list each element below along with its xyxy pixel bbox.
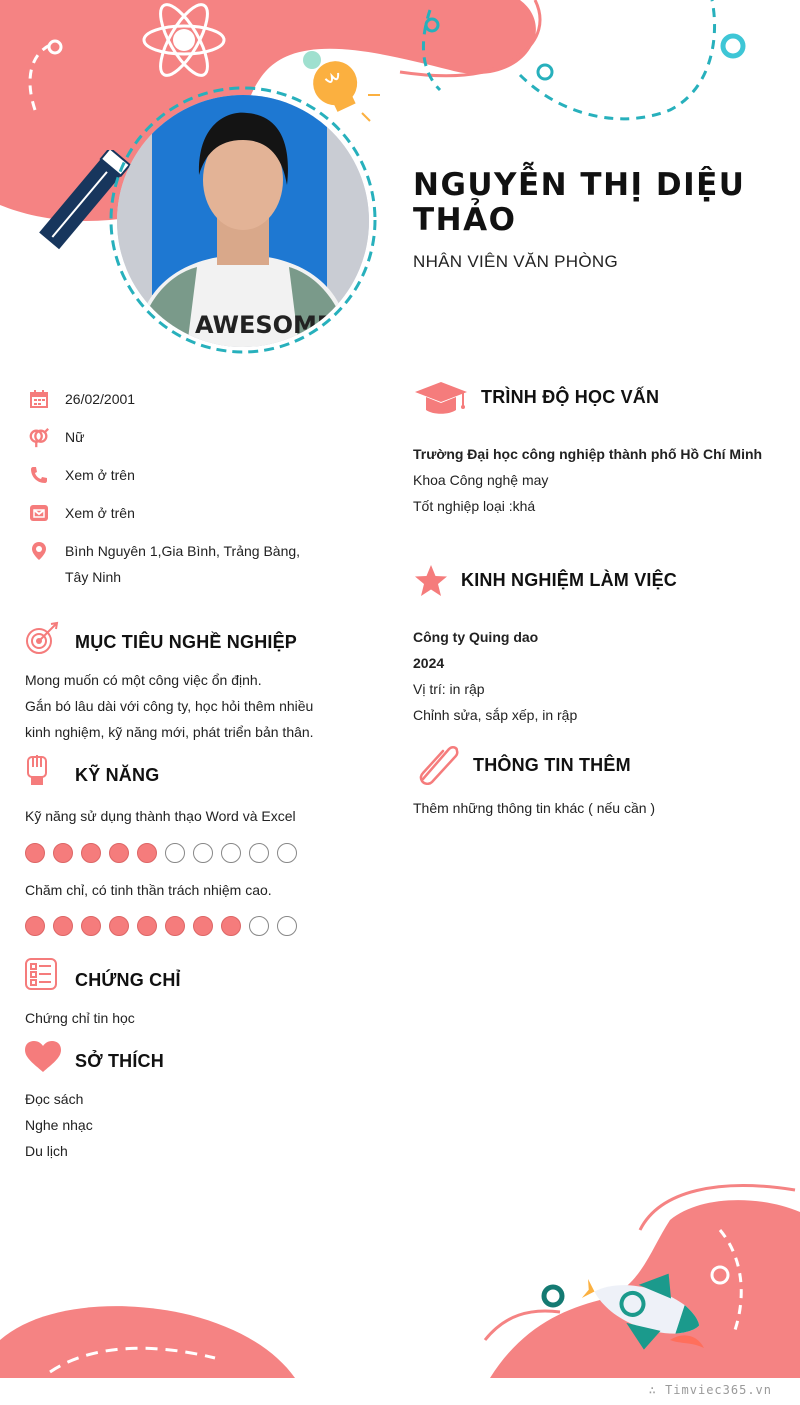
target-icon	[24, 621, 60, 657]
contact-birthday	[28, 389, 135, 412]
objective-line: Gắn bó lâu dài với công ty, học hỏi thêm nhiều kinh nghiệm, kỹ năng mới, phát triển bản thân.	[25, 698, 314, 740]
address-text: Bình Nguyên 1,Gia Bình, Trảng Bàng, Tây Ninh	[65, 543, 301, 585]
experience-title: KINH NGHIỆM LÀM VIỆC	[461, 570, 678, 590]
contact-phone	[28, 465, 135, 488]
svg-text:AWESOME: AWESOME	[195, 311, 334, 339]
calendar-icon	[28, 389, 50, 411]
avatar	[117, 95, 369, 347]
skill-dot	[81, 843, 101, 863]
skill-dot	[137, 843, 157, 863]
email-icon	[28, 503, 50, 525]
paperclip-icon	[415, 743, 461, 785]
skill-dot	[53, 843, 73, 863]
graduation-cap-icon	[413, 378, 469, 416]
skill-dot	[25, 843, 45, 863]
skill-dot	[53, 916, 73, 936]
job-title: NHÂN VIÊN VĂN PHÒNG	[413, 252, 619, 271]
email-text: Xem ở trên	[65, 505, 135, 521]
grade: Tốt nghiệp loại :khá	[413, 498, 536, 514]
heart-icon	[24, 1040, 62, 1074]
candidate-name: NGUYỄN THỊ DIỆU THẢO	[413, 167, 746, 238]
watermark: ∴ Timviec365.vn	[648, 1383, 772, 1397]
objective-text	[25, 667, 335, 745]
fist-icon	[25, 753, 49, 787]
skill-dot	[277, 843, 297, 863]
skill-dot	[109, 843, 129, 863]
contact-email	[28, 503, 135, 526]
skill-rating	[25, 843, 297, 863]
skill-dot	[109, 916, 129, 936]
skill-rating	[25, 916, 297, 936]
skill-dot	[221, 843, 241, 863]
certificates-title: CHỨNG CHỈ	[75, 970, 181, 990]
hobbies-title: SỞ THÍCH	[75, 1051, 164, 1071]
major: Khoa Công nghệ may	[413, 472, 549, 488]
hobby-item: Du lịch	[25, 1143, 68, 1159]
skill-dot	[221, 916, 241, 936]
extra-title: THÔNG TIN THÊM	[473, 755, 631, 775]
skill-label: Kỹ năng sử dụng thành thạo Word và Excel	[25, 808, 296, 824]
gender-text: Nữ	[65, 429, 85, 445]
objective-title: MỤC TIÊU NGHỀ NGHIỆP	[75, 632, 298, 652]
rocket-icon	[582, 1262, 712, 1362]
education-title: TRÌNH ĐỘ HỌC VẤN	[481, 387, 660, 407]
skill-dot	[165, 916, 185, 936]
location-icon	[28, 541, 50, 563]
skill-dot	[193, 916, 213, 936]
star-icon	[413, 563, 449, 599]
skills-title: KỸ NĂNG	[75, 765, 160, 785]
contact-gender	[28, 427, 84, 450]
education-details	[413, 441, 773, 519]
skill-dot	[277, 916, 297, 936]
objective-line: Mong muốn có một công việc ổn định.	[25, 672, 262, 688]
school-name: Trường Đại học công nghiệp thành phố Hồ Chí Minh	[413, 446, 763, 462]
hobbies-list	[25, 1086, 93, 1164]
company-name: Công ty Quing dao	[413, 629, 539, 645]
gender-icon	[28, 427, 50, 449]
hobby-item: Nghe nhạc	[25, 1117, 93, 1133]
hobby-item: Đọc sách	[25, 1091, 84, 1107]
skill-dot	[25, 916, 45, 936]
certificate-item: Chứng chỉ tin học	[25, 1010, 135, 1026]
skill-label: Chăm chỉ, có tinh thần trách nhiệm cao.	[25, 882, 272, 898]
checklist-icon	[25, 958, 57, 990]
skill-dot	[137, 916, 157, 936]
phone-icon	[28, 465, 50, 487]
extra-text: Thêm những thông tin khác ( nếu cần )	[413, 800, 656, 816]
atom-icon	[140, 2, 228, 84]
duty: Chỉnh sửa, sắp xếp, in rập	[413, 707, 578, 723]
experience-details	[413, 624, 773, 728]
skill-dot	[249, 916, 269, 936]
birthday-text: 26/02/2001	[65, 391, 136, 407]
skill-dot	[165, 843, 185, 863]
experience-year: 2024	[413, 655, 445, 671]
contact-address	[28, 541, 328, 590]
skill-dot	[249, 843, 269, 863]
skill-dot	[193, 843, 213, 863]
skill-dot	[81, 916, 101, 936]
position: Vị trí: in rập	[413, 681, 485, 697]
phone-text: Xem ở trên	[65, 467, 135, 483]
